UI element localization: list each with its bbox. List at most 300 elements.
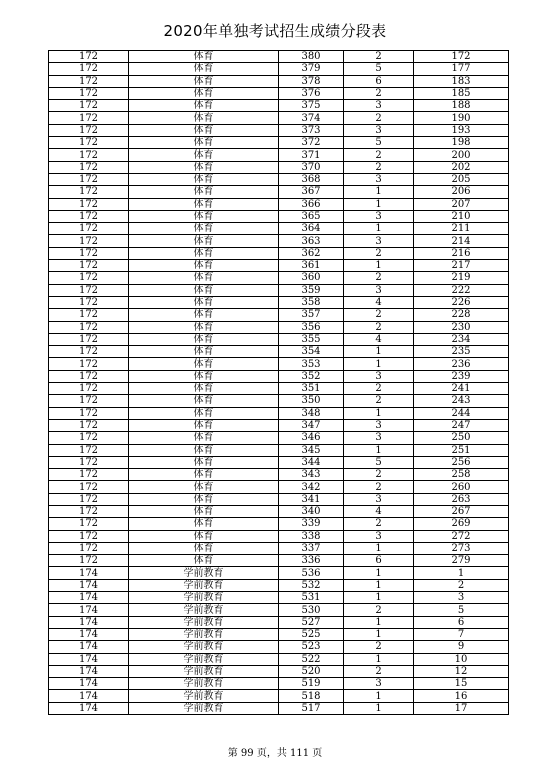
subject-cell: 体育 <box>129 309 279 321</box>
table-row <box>49 173 509 185</box>
table-row <box>49 567 509 579</box>
cumulative-cell: 206 <box>414 186 509 198</box>
cumulative-cell: 258 <box>414 469 509 481</box>
count-cell: 4 <box>344 333 414 345</box>
cumulative-cell: 256 <box>414 456 509 468</box>
cumulative-cell: 226 <box>414 296 509 308</box>
subject-cell: 体育 <box>129 272 279 284</box>
table-row <box>49 530 509 542</box>
table-row <box>49 149 509 161</box>
table-row <box>49 641 509 653</box>
cumulative-cell: 188 <box>414 100 509 112</box>
subject-cell: 学前教育 <box>129 592 279 604</box>
count-cell: 3 <box>344 100 414 112</box>
table-row <box>49 284 509 296</box>
cumulative-cell: 205 <box>414 173 509 185</box>
score-cell: 352 <box>279 370 344 382</box>
subject-cell: 体育 <box>129 321 279 333</box>
count-cell: 2 <box>344 149 414 161</box>
count-cell: 1 <box>344 198 414 210</box>
page-title: 2020年单独考试招生成绩分段表 <box>163 22 387 40</box>
count-cell: 3 <box>344 493 414 505</box>
table-row <box>49 358 509 370</box>
score-cell: 372 <box>279 137 344 149</box>
cumulative-cell: 1 <box>414 567 509 579</box>
cumulative-cell: 214 <box>414 235 509 247</box>
count-cell: 6 <box>344 555 414 567</box>
cumulative-cell: 263 <box>414 493 509 505</box>
subject-cell: 学前教育 <box>129 579 279 591</box>
code-cell: 172 <box>49 505 129 517</box>
subject-cell: 体育 <box>129 481 279 493</box>
count-cell: 3 <box>344 284 414 296</box>
code-cell: 172 <box>49 309 129 321</box>
count-cell: 3 <box>344 419 414 431</box>
count-cell: 3 <box>344 370 414 382</box>
score-cell: 518 <box>279 690 344 702</box>
code-cell: 174 <box>49 690 129 702</box>
count-cell: 1 <box>344 702 414 714</box>
table-row <box>49 272 509 284</box>
cumulative-cell: 247 <box>414 419 509 431</box>
count-cell: 5 <box>344 137 414 149</box>
table-row <box>49 198 509 210</box>
cumulative-cell: 222 <box>414 284 509 296</box>
code-cell: 174 <box>49 702 129 714</box>
code-cell: 172 <box>49 260 129 272</box>
subject-cell: 体育 <box>129 370 279 382</box>
score-cell: 362 <box>279 247 344 259</box>
score-cell: 342 <box>279 481 344 493</box>
score-cell: 520 <box>279 665 344 677</box>
table-row <box>49 419 509 431</box>
subject-cell: 体育 <box>129 432 279 444</box>
cumulative-cell: 207 <box>414 198 509 210</box>
table-row <box>49 137 509 149</box>
subject-cell: 体育 <box>129 333 279 345</box>
code-cell: 174 <box>49 592 129 604</box>
table-row <box>49 51 509 63</box>
score-cell: 364 <box>279 223 344 235</box>
count-cell: 2 <box>344 665 414 677</box>
score-cell: 359 <box>279 284 344 296</box>
table-row <box>49 432 509 444</box>
code-cell: 172 <box>49 210 129 222</box>
table-row <box>49 456 509 468</box>
table-row <box>49 690 509 702</box>
count-cell: 2 <box>344 112 414 124</box>
subject-cell: 学前教育 <box>129 702 279 714</box>
table-row <box>49 628 509 640</box>
subject-cell: 体育 <box>129 518 279 530</box>
subject-cell: 体育 <box>129 210 279 222</box>
code-cell: 174 <box>49 641 129 653</box>
table-row <box>49 555 509 567</box>
table-row <box>49 665 509 677</box>
table-row <box>49 444 509 456</box>
score-cell: 356 <box>279 321 344 333</box>
count-cell: 2 <box>344 321 414 333</box>
subject-cell: 学前教育 <box>129 616 279 628</box>
code-cell: 172 <box>49 555 129 567</box>
score-cell: 523 <box>279 641 344 653</box>
score-cell: 531 <box>279 592 344 604</box>
code-cell: 174 <box>49 678 129 690</box>
table-row <box>49 653 509 665</box>
count-cell: 2 <box>344 481 414 493</box>
subject-cell: 学前教育 <box>129 653 279 665</box>
count-cell: 3 <box>344 530 414 542</box>
score-cell: 361 <box>279 260 344 272</box>
subject-cell: 体育 <box>129 395 279 407</box>
cumulative-cell: 243 <box>414 395 509 407</box>
count-cell: 2 <box>344 395 414 407</box>
score-cell: 519 <box>279 678 344 690</box>
table-row <box>49 235 509 247</box>
code-cell: 172 <box>49 100 129 112</box>
code-cell: 172 <box>49 419 129 431</box>
cumulative-cell: 200 <box>414 149 509 161</box>
code-cell: 174 <box>49 579 129 591</box>
cumulative-cell: 234 <box>414 333 509 345</box>
code-cell: 172 <box>49 296 129 308</box>
cumulative-cell: 177 <box>414 63 509 75</box>
subject-cell: 体育 <box>129 235 279 247</box>
count-cell: 1 <box>344 653 414 665</box>
code-cell: 174 <box>49 653 129 665</box>
table-row <box>49 370 509 382</box>
code-cell: 172 <box>49 173 129 185</box>
cumulative-cell: 6 <box>414 616 509 628</box>
cumulative-cell: 273 <box>414 542 509 554</box>
table-row <box>49 469 509 481</box>
subject-cell: 体育 <box>129 505 279 517</box>
table-row <box>49 186 509 198</box>
cumulative-cell: 172 <box>414 51 509 63</box>
cumulative-cell: 244 <box>414 407 509 419</box>
cumulative-cell: 210 <box>414 210 509 222</box>
score-cell: 368 <box>279 173 344 185</box>
code-cell: 172 <box>49 272 129 284</box>
code-cell: 174 <box>49 604 129 616</box>
score-cell: 358 <box>279 296 344 308</box>
count-cell: 1 <box>344 260 414 272</box>
table-row <box>49 260 509 272</box>
subject-cell: 学前教育 <box>129 604 279 616</box>
table-row <box>49 395 509 407</box>
subject-cell: 体育 <box>129 112 279 124</box>
score-cell: 370 <box>279 161 344 173</box>
table-row <box>49 542 509 554</box>
subject-cell: 体育 <box>129 358 279 370</box>
subject-cell: 体育 <box>129 63 279 75</box>
count-cell: 3 <box>344 124 414 136</box>
cumulative-cell: 211 <box>414 223 509 235</box>
cumulative-cell: 2 <box>414 579 509 591</box>
score-cell: 366 <box>279 198 344 210</box>
code-cell: 172 <box>49 321 129 333</box>
subject-cell: 体育 <box>129 137 279 149</box>
subject-cell: 体育 <box>129 100 279 112</box>
code-cell: 172 <box>49 395 129 407</box>
cumulative-cell: 198 <box>414 137 509 149</box>
cumulative-cell: 267 <box>414 505 509 517</box>
code-cell: 172 <box>49 87 129 99</box>
count-cell: 1 <box>344 346 414 358</box>
table-row <box>49 579 509 591</box>
score-cell: 379 <box>279 63 344 75</box>
code-cell: 172 <box>49 186 129 198</box>
cumulative-cell: 235 <box>414 346 509 358</box>
cumulative-cell: 239 <box>414 370 509 382</box>
count-cell: 3 <box>344 432 414 444</box>
subject-cell: 体育 <box>129 223 279 235</box>
cumulative-cell: 17 <box>414 702 509 714</box>
score-cell: 357 <box>279 309 344 321</box>
subject-cell: 体育 <box>129 75 279 87</box>
score-cell: 338 <box>279 530 344 542</box>
count-cell: 2 <box>344 309 414 321</box>
count-cell: 1 <box>344 616 414 628</box>
code-cell: 172 <box>49 456 129 468</box>
subject-cell: 体育 <box>129 444 279 456</box>
table-row <box>49 161 509 173</box>
cumulative-cell: 10 <box>414 653 509 665</box>
code-cell: 172 <box>49 112 129 124</box>
count-cell: 1 <box>344 223 414 235</box>
table-row <box>49 100 509 112</box>
code-cell: 172 <box>49 51 129 63</box>
score-cell: 374 <box>279 112 344 124</box>
subject-cell: 体育 <box>129 284 279 296</box>
subject-cell: 体育 <box>129 186 279 198</box>
table-row <box>49 124 509 136</box>
score-cell: 354 <box>279 346 344 358</box>
code-cell: 172 <box>49 346 129 358</box>
code-cell: 172 <box>49 358 129 370</box>
code-cell: 174 <box>49 665 129 677</box>
score-cell: 340 <box>279 505 344 517</box>
count-cell: 5 <box>344 63 414 75</box>
count-cell: 2 <box>344 87 414 99</box>
code-cell: 172 <box>49 518 129 530</box>
count-cell: 1 <box>344 579 414 591</box>
table-row <box>49 678 509 690</box>
subject-cell: 学前教育 <box>129 628 279 640</box>
subject-cell: 体育 <box>129 51 279 63</box>
table-row <box>49 296 509 308</box>
count-cell: 4 <box>344 296 414 308</box>
count-cell: 4 <box>344 505 414 517</box>
score-cell: 345 <box>279 444 344 456</box>
code-cell: 172 <box>49 530 129 542</box>
count-cell: 2 <box>344 641 414 653</box>
code-cell: 172 <box>49 284 129 296</box>
count-cell: 2 <box>344 469 414 481</box>
cumulative-cell: 7 <box>414 628 509 640</box>
table-row <box>49 407 509 419</box>
count-cell: 1 <box>344 690 414 702</box>
table-row <box>49 383 509 395</box>
count-cell: 2 <box>344 272 414 284</box>
count-cell: 1 <box>344 592 414 604</box>
score-cell: 376 <box>279 87 344 99</box>
subject-cell: 体育 <box>129 198 279 210</box>
subject-cell: 体育 <box>129 555 279 567</box>
subject-cell: 体育 <box>129 173 279 185</box>
cumulative-cell: 279 <box>414 555 509 567</box>
count-cell: 1 <box>344 444 414 456</box>
score-cell: 522 <box>279 653 344 665</box>
code-cell: 172 <box>49 223 129 235</box>
count-cell: 5 <box>344 456 414 468</box>
count-cell: 1 <box>344 186 414 198</box>
score-cell: 380 <box>279 51 344 63</box>
count-cell: 6 <box>344 75 414 87</box>
table-row <box>49 505 509 517</box>
code-cell: 172 <box>49 383 129 395</box>
cumulative-cell: 219 <box>414 272 509 284</box>
score-cell: 337 <box>279 542 344 554</box>
score-cell: 355 <box>279 333 344 345</box>
subject-cell: 体育 <box>129 296 279 308</box>
score-cell: 378 <box>279 75 344 87</box>
subject-cell: 体育 <box>129 149 279 161</box>
cumulative-cell: 5 <box>414 604 509 616</box>
cumulative-cell: 15 <box>414 678 509 690</box>
table-row <box>49 112 509 124</box>
score-cell: 536 <box>279 567 344 579</box>
score-table-body <box>49 51 509 715</box>
subject-cell: 体育 <box>129 493 279 505</box>
table-row <box>49 333 509 345</box>
cumulative-cell: 202 <box>414 161 509 173</box>
count-cell: 3 <box>344 678 414 690</box>
cumulative-cell: 260 <box>414 481 509 493</box>
subject-cell: 体育 <box>129 161 279 173</box>
cumulative-cell: 241 <box>414 383 509 395</box>
subject-cell: 学前教育 <box>129 641 279 653</box>
cumulative-cell: 183 <box>414 75 509 87</box>
score-cell: 336 <box>279 555 344 567</box>
code-cell: 172 <box>49 247 129 259</box>
count-cell: 2 <box>344 604 414 616</box>
table-row <box>49 493 509 505</box>
count-cell: 2 <box>344 247 414 259</box>
table-row <box>49 75 509 87</box>
code-cell: 172 <box>49 235 129 247</box>
count-cell: 3 <box>344 235 414 247</box>
cumulative-cell: 236 <box>414 358 509 370</box>
cumulative-cell: 9 <box>414 641 509 653</box>
score-cell: 347 <box>279 419 344 431</box>
score-cell: 532 <box>279 579 344 591</box>
cumulative-cell: 230 <box>414 321 509 333</box>
code-cell: 172 <box>49 161 129 173</box>
cumulative-cell: 16 <box>414 690 509 702</box>
table-row <box>49 616 509 628</box>
table-row <box>49 63 509 75</box>
count-cell: 2 <box>344 51 414 63</box>
table-row <box>49 87 509 99</box>
subject-cell: 体育 <box>129 247 279 259</box>
table-row <box>49 223 509 235</box>
code-cell: 172 <box>49 198 129 210</box>
cumulative-cell: 217 <box>414 260 509 272</box>
score-cell: 371 <box>279 149 344 161</box>
score-cell: 351 <box>279 383 344 395</box>
code-cell: 174 <box>49 628 129 640</box>
score-cell: 344 <box>279 456 344 468</box>
code-cell: 172 <box>49 63 129 75</box>
cumulative-cell: 250 <box>414 432 509 444</box>
code-cell: 172 <box>49 469 129 481</box>
cumulative-cell: 185 <box>414 87 509 99</box>
score-cell: 373 <box>279 124 344 136</box>
subject-cell: 体育 <box>129 124 279 136</box>
score-cell: 530 <box>279 604 344 616</box>
code-cell: 172 <box>49 444 129 456</box>
subject-cell: 体育 <box>129 346 279 358</box>
score-cell: 527 <box>279 616 344 628</box>
cumulative-cell: 193 <box>414 124 509 136</box>
cumulative-cell: 12 <box>414 665 509 677</box>
subject-cell: 体育 <box>129 260 279 272</box>
score-cell: 375 <box>279 100 344 112</box>
cumulative-cell: 251 <box>414 444 509 456</box>
code-cell: 172 <box>49 407 129 419</box>
subject-cell: 体育 <box>129 87 279 99</box>
code-cell: 172 <box>49 333 129 345</box>
score-cell: 339 <box>279 518 344 530</box>
table-row <box>49 321 509 333</box>
count-cell: 3 <box>344 210 414 222</box>
code-cell: 172 <box>49 542 129 554</box>
table-row <box>49 481 509 493</box>
score-cell: 517 <box>279 702 344 714</box>
count-cell: 1 <box>344 407 414 419</box>
table-row <box>49 518 509 530</box>
subject-cell: 学前教育 <box>129 690 279 702</box>
cumulative-cell: 190 <box>414 112 509 124</box>
code-cell: 172 <box>49 124 129 136</box>
table-row <box>49 247 509 259</box>
count-cell: 2 <box>344 518 414 530</box>
subject-cell: 学前教育 <box>129 665 279 677</box>
count-cell: 1 <box>344 542 414 554</box>
code-cell: 172 <box>49 149 129 161</box>
code-cell: 174 <box>49 616 129 628</box>
score-cell: 367 <box>279 186 344 198</box>
score-cell: 363 <box>279 235 344 247</box>
score-cell: 350 <box>279 395 344 407</box>
score-cell: 346 <box>279 432 344 444</box>
count-cell: 2 <box>344 383 414 395</box>
subject-cell: 体育 <box>129 419 279 431</box>
table-row <box>49 210 509 222</box>
score-cell: 353 <box>279 358 344 370</box>
cumulative-cell: 272 <box>414 530 509 542</box>
subject-cell: 体育 <box>129 383 279 395</box>
count-cell: 1 <box>344 567 414 579</box>
subject-cell: 学前教育 <box>129 678 279 690</box>
code-cell: 172 <box>49 493 129 505</box>
code-cell: 172 <box>49 481 129 493</box>
subject-cell: 学前教育 <box>129 567 279 579</box>
score-cell: 341 <box>279 493 344 505</box>
code-cell: 172 <box>49 432 129 444</box>
code-cell: 172 <box>49 75 129 87</box>
